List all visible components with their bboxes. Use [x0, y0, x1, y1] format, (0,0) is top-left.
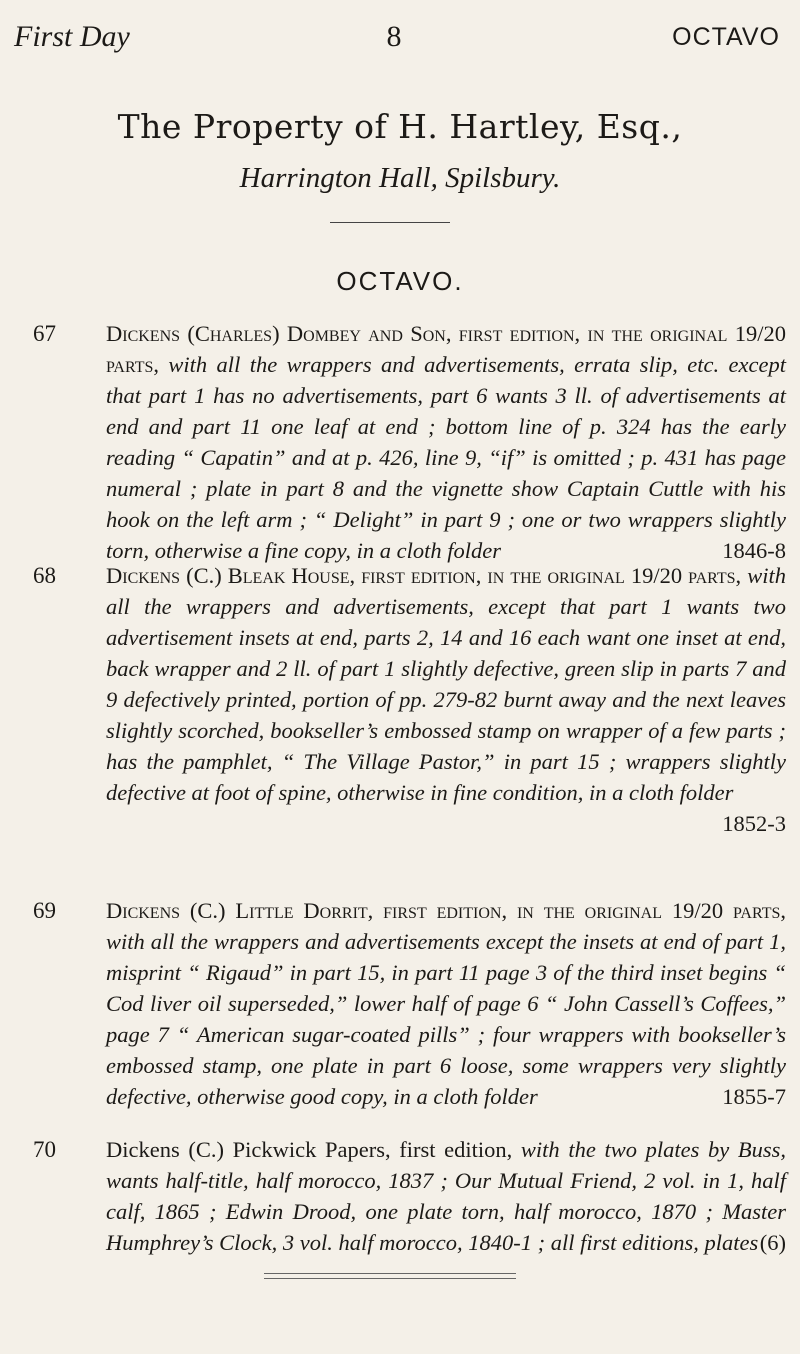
lot-body: with all the wrappers and advertisements except the insets at end of part 1, misprint “ Rigaud” in part 15, in part 11 page 3 of the third inset begins “ Cod liver oil superseded,” lower half of page 6 “ John Cassell’s Coffees,” page 7 “ American sugar-coated pills” ; four wrappers with bookseller’s embossed stamp, one plate in part 6 loose, some wrappers very slightly defective, otherwise good copy, in a cloth folder — [106, 929, 786, 1109]
lot-date: 1852-3 — [722, 811, 786, 836]
lot-description — [106, 1134, 786, 1258]
running-head — [14, 20, 786, 60]
running-head-section: OCTAVO — [672, 23, 780, 51]
lot-date: (6) — [759, 1230, 786, 1255]
lot-number: 68 — [33, 563, 56, 588]
lot-description — [106, 895, 786, 1112]
closing-double-rule — [264, 1273, 516, 1279]
lot-heading: Dickens (Charles) Dombey and Son, first edition, in the original 19/20 parts, — [106, 321, 786, 377]
running-head-day: First Day — [14, 20, 130, 53]
lot-number: 69 — [33, 898, 56, 923]
lot-body: with all the wrappers and advertisements, errata slip, etc. except that part 1 has no advertisements, part 6 wants 3 ll. of advertisements at end and part 11 one leaf at end ; bottom line of p. 324 has the early reading “ Capatin” and at p. 426, line 9, “if” is omitted ; p. 431 has page numeral ; plate in part 8 and the vignette show Captain Cuttle with his hook on the left arm ; “ Delight” in part 9 ; one or two wrappers slightly torn, otherwise a fine copy, in a cloth folder — [106, 352, 786, 563]
lot-body: with the two plates by Buss, wants half-title, half morocco, 1837 ; Our Mutual Friend, 2 vol. in 1, half calf, 1865 ; Edwin Drood, one plate torn, half morocco, 1870 ; Master Humphrey’s Clock, 3 vol. half morocco, 1840-1 ; all first editions, plates — [106, 1137, 787, 1255]
lot-date: 1855-7 — [722, 1084, 786, 1109]
property-address: Harrington Hall, Spilsbury. — [239, 162, 561, 194]
lot-date: 1846-8 — [722, 538, 786, 563]
property-title: The Property of H. Hartley, Esq., — [117, 107, 683, 146]
lot-description — [106, 560, 786, 839]
lot-number: 70 — [33, 1137, 56, 1162]
lot-heading: Dickens (C.) Bleak House, first edition, in the original 19/20 parts, — [106, 563, 742, 588]
title-divider — [330, 222, 450, 223]
lot-number: 67 — [33, 321, 56, 346]
lot-heading: Dickens (C.) Pickwick Papers, first edition, — [106, 1137, 513, 1162]
lot-heading: Dickens (C.) Little Dorrit, first edition, in the original 19/20 parts, — [106, 898, 786, 923]
section-heading: OCTAVO. — [336, 266, 464, 296]
page-number: 8 — [386, 20, 402, 53]
lot-body: with all the wrappers and advertisements, except that part 1 wants two advertisement insets at end, parts 2, 14 and 16 each want one inset at end, back wrapper and 2 ll. of part 1 slightly defective, green slip in parts 7 and 9 defectively printed, portion of pp. 279-82 burnt away and the next leaves slightly scorched, bookseller’s embossed stamp on wrapper of a few parts ; has the pamphlet, “ The Village Pastor,” in part 15 ; wrappers slightly defective at foot of spine, otherwise in fine condition, in a cloth folder — [106, 563, 787, 805]
lot-description — [106, 318, 786, 566]
